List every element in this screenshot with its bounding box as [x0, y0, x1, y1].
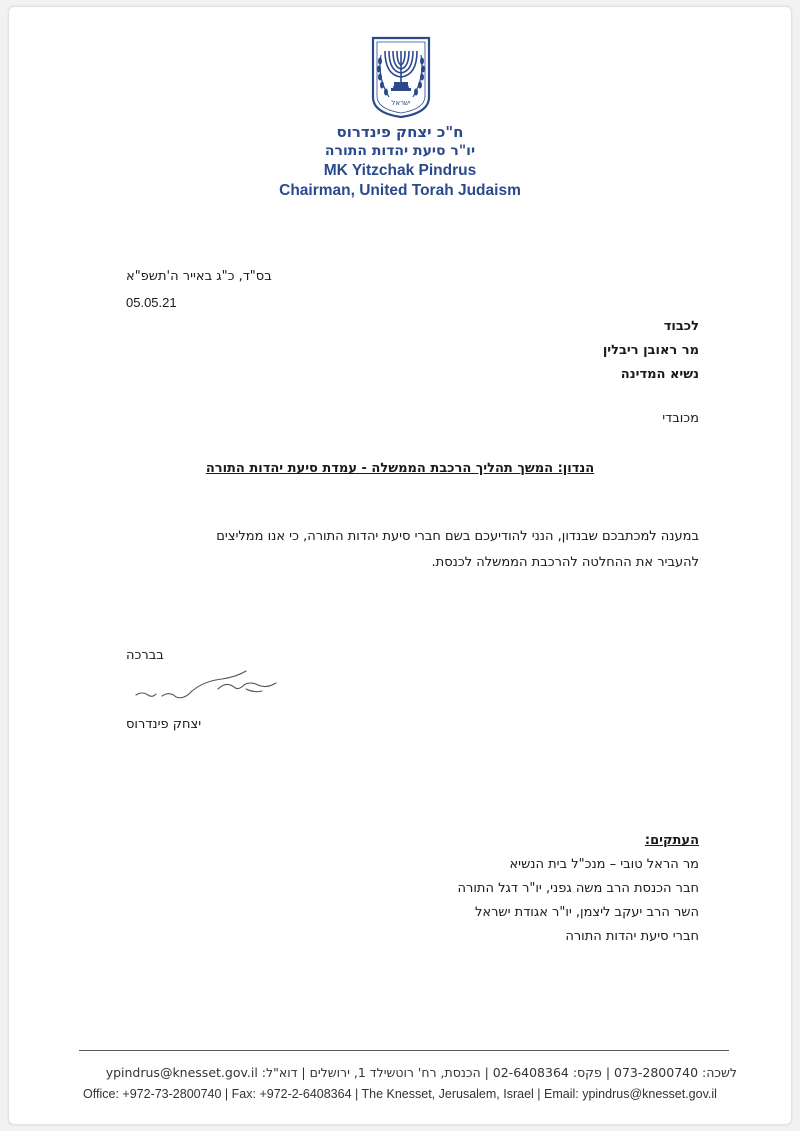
- footer-english: Office: +972-73-2800740 | Fax: +972-2-6408364 | The Knesset, Jerusalem, Israel | Email: ypindrus@knesset.gov.il: [83, 1087, 717, 1101]
- body-line-1: במענה למכתבכם שבנדון, הנני להודיעכם בשם חברי סיעת יהדות התורה, כי אנו ממליצים: [216, 529, 699, 544]
- copies-item: מר הראל טובי – מנכ"ל בית הנשיא: [509, 857, 699, 872]
- letterhead-name-english: MK Yitzchak Pindrus: [323, 162, 477, 179]
- copies-item: חברי סיעת יהדות התורה: [565, 929, 699, 944]
- hebrew-date: בס"ד, כ"ג באייר ה'תשפ"א: [126, 269, 272, 284]
- footer-divider: [79, 1050, 729, 1051]
- gregorian-date: 05.05.21: [126, 295, 177, 310]
- copies-title: העתקים:: [644, 833, 699, 848]
- emblem-of-israel-icon: [369, 35, 433, 119]
- body-line-2: להעביר את ההחלטה להרכבת הממשלה לכנסת.: [431, 555, 699, 570]
- recipient-name: מר ראובן ריבלין: [602, 343, 699, 358]
- recipient-salutation: לכבוד: [663, 319, 699, 334]
- letter-page: [8, 6, 792, 1125]
- letterhead-title-english: Chairman, United Torah Judaism: [279, 182, 521, 199]
- copies-item: חבר הכנסת הרב משה גפני, יו"ר דגל התורה: [457, 881, 699, 896]
- recipient-title: נשיא המדינה: [620, 367, 699, 382]
- copies-item: השר הרב יעקב ליצמן, יו"ר אגודת ישראל: [474, 905, 699, 920]
- letterhead-name-hebrew: ח"כ יצחק פינדרוס: [336, 123, 464, 141]
- closing: בברכה: [126, 648, 164, 663]
- subject-line: הנדון: המשך תהליך הרכבת הממשלה - עמדת סיעת יהדות התורה: [205, 461, 595, 476]
- svg-text:ישראל: ישראל: [391, 99, 411, 107]
- letterhead-title-hebrew: יו"ר סיעת יהדות התורה: [324, 143, 476, 159]
- signer-name: יצחק פינדרוס: [126, 717, 202, 732]
- handwritten-signature: [126, 667, 296, 707]
- greeting: מכובדי: [662, 411, 699, 426]
- footer-hebrew: לשכה: 073-2800740 | פקס: 02-6408364 | הכנסת, רח' רוטשילד 1, ירושלים | דוא"ל: ypindrus@knesset.gov.il: [105, 1065, 737, 1080]
